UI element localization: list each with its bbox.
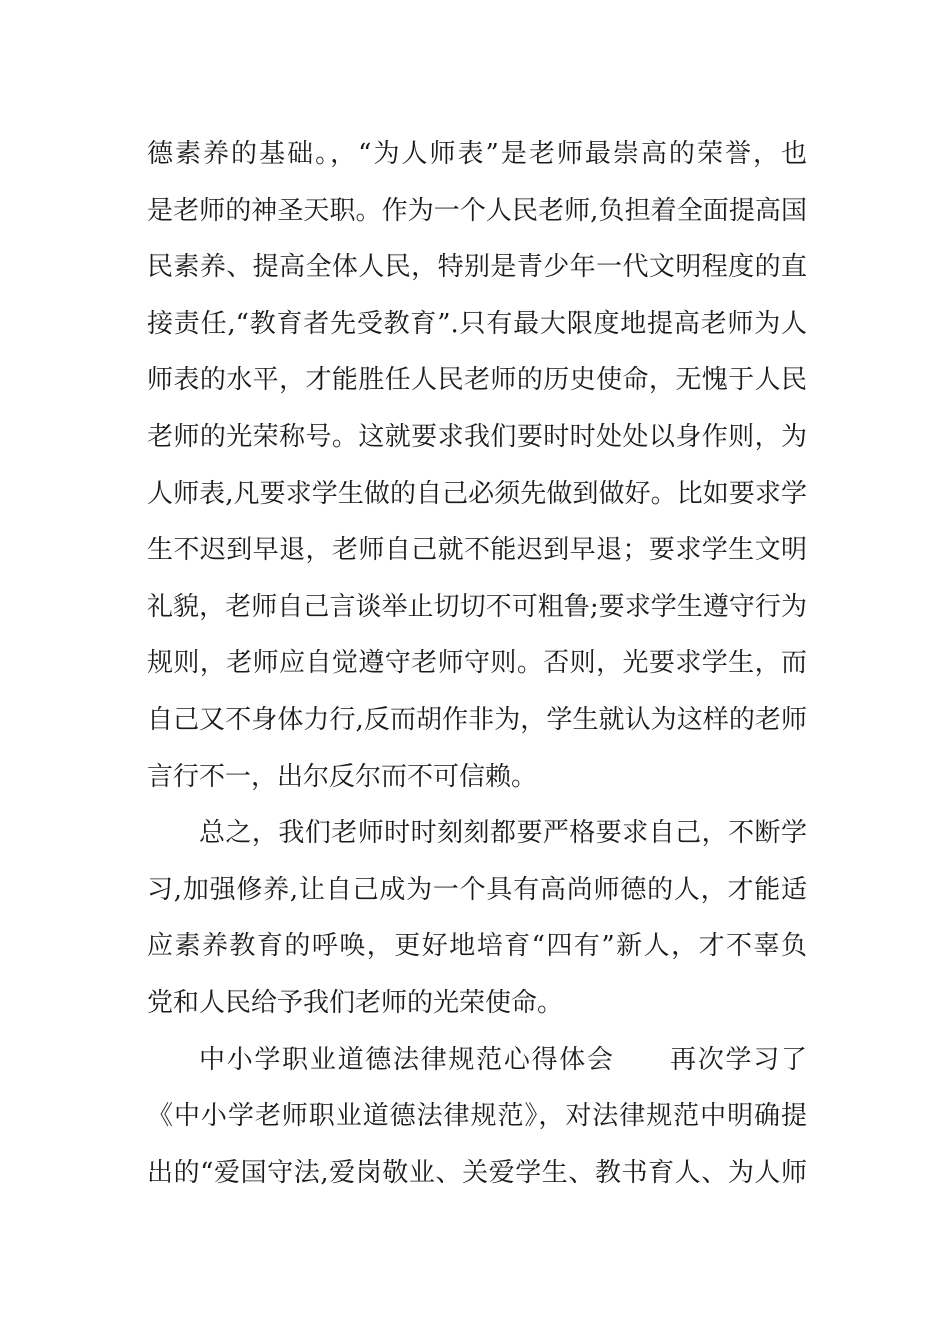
text-line: 言行不一，出尔反尔而不可信赖。 bbox=[147, 761, 538, 792]
text-line: 《中小学老师职业道德法律规范》，对法律规范中明确提 bbox=[147, 1101, 807, 1132]
text-line: 师表的水平，才能胜任人民老师的历史使命，无愧于人民 bbox=[147, 365, 807, 396]
text-line: 应素养教育的呼唤，更好地培育“四有”新人，才不辜负 bbox=[147, 931, 807, 962]
text-line: 人师表,凡要求学生做的自己必须先做到做好。比如要求学 bbox=[147, 478, 807, 509]
text-line: 规则，老师应自觉遵守老师守则。否则，光要求学生，而 bbox=[147, 648, 807, 679]
text-line: 生不迟到早退，老师自己就不能迟到早退；要求学生文明 bbox=[147, 535, 807, 566]
text-line: 是老师的神圣天职。作为一个人民老师,负担着全面提高国 bbox=[147, 195, 807, 226]
text-line: 出的“爱国守法,爱岗敬业、关爱学生、教书育人、为人师 bbox=[147, 1157, 807, 1188]
text-line: 德素养的基础。，“为人师表”是老师最崇高的荣誉，也 bbox=[147, 139, 807, 169]
text-line: 礼貌，老师自己言谈举止切切不可粗鲁;要求学生遵守行为 bbox=[147, 591, 807, 622]
text-line: 习,加强修养,让自己成为一个具有高尚师德的人，才能适 bbox=[147, 874, 807, 905]
document-body bbox=[147, 126, 807, 1201]
text-line: 民素养、提高全体人民，特别是青少年一代文明程度的直 bbox=[147, 252, 807, 283]
text-line: 自己又不身体力行,反而胡作非为，学生就认为这样的老师 bbox=[147, 704, 807, 735]
text-line: 接责任,“教育者先受教育”.只有最大限度地提高老师为人 bbox=[147, 308, 807, 339]
paragraph-start-line: 总之，我们老师时时刻刻都要严格要求自己，不断学 bbox=[199, 818, 807, 849]
text-line: 党和人民给予我们老师的光荣使命。 bbox=[147, 987, 564, 1018]
text-line: 老师的光荣称号。这就要求我们要时时处处以身作则，为 bbox=[147, 421, 807, 452]
paragraph-start-line: 中小学职业道德法律规范心得体会 再次学习了 bbox=[199, 1044, 807, 1075]
